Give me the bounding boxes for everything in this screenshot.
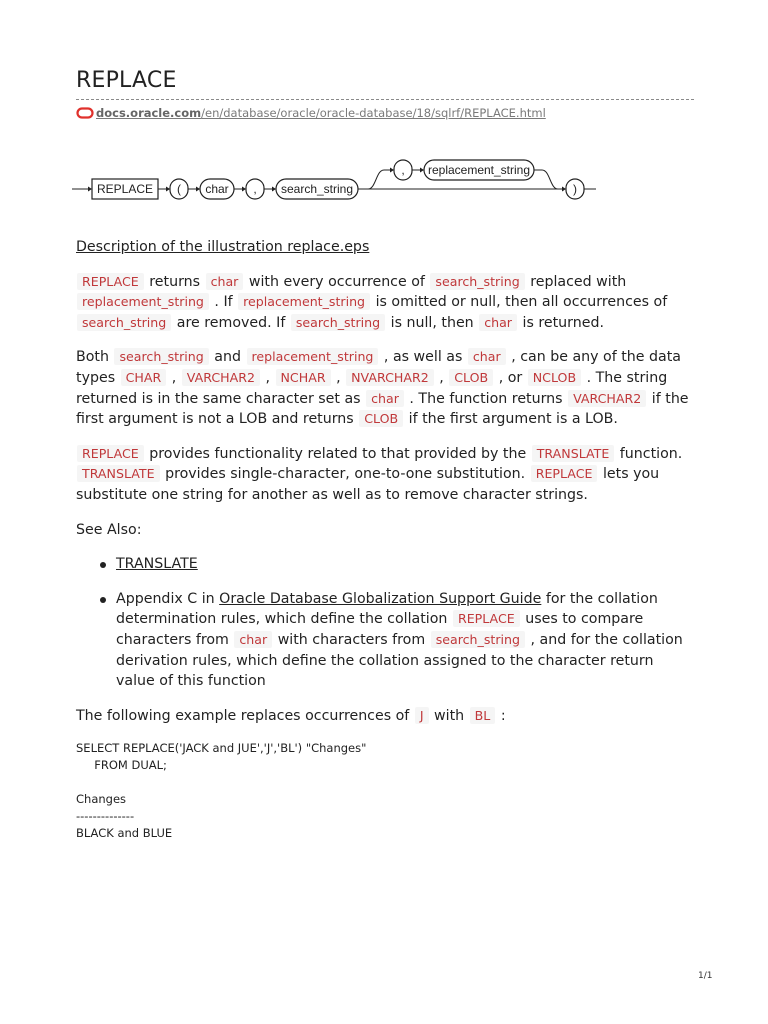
text: is returned. [518,314,604,331]
paragraph-data-types [76,347,694,429]
text: with [429,707,469,724]
translate-link[interactable]: TRANSLATE [116,556,198,573]
diagram-arg-search-string: search_string [280,182,354,196]
text: , [331,369,346,386]
text: provides functionality related to that provided by the [144,445,531,462]
text: . The function returns [404,390,568,407]
text: : [496,707,506,724]
diagram-arg-replacement-string: replacement_string [427,163,531,177]
text: . If [209,294,238,311]
inline-code: NCLOB [528,369,581,386]
inline-code: CLOB [359,410,403,427]
paragraph-returns [76,272,694,334]
inline-code: NCHAR [276,369,331,386]
text: if the first argument is a LOB. [404,411,618,428]
inline-code: VARCHAR2 [182,369,260,386]
inline-code: REPLACE [77,445,144,462]
inline-code: char [468,348,506,365]
text: for the collation determination rules, which define the collation [116,590,658,628]
text: with every occurrence of [244,273,430,290]
source-line [76,106,546,120]
inline-code: REPLACE [77,273,144,290]
inline-code: BL [470,707,496,724]
inline-code: TRANSLATE [77,465,160,482]
diagram-close-paren: ) [573,182,577,196]
inline-code: NVARCHAR2 [346,369,434,386]
list-item [116,554,694,575]
see-also-list [76,554,694,692]
text: uses to compare characters from [116,611,644,648]
inline-code: char [479,314,517,331]
text: is omitted or null, then all occurrences of [371,294,668,311]
bullet-icon [100,562,106,568]
text: , can be any of the data types [76,349,681,386]
text: is null, then [386,314,479,331]
inline-code: char [234,631,272,648]
text: , as well as [379,349,467,366]
inline-code: char [366,390,404,407]
example-code-block: SELECT REPLACE('JACK and JUE','J','BL') "Changes" FROM DUAL; Changes -------------- BLACK and BLUE [76,741,367,841]
inline-code: REPLACE [453,610,520,627]
inline-code: replacement_string [247,348,379,365]
inline-code: replacement_string [238,293,370,310]
globalization-guide-link[interactable]: Oracle Database Globalization Support Guide [219,590,542,607]
text: returns [144,273,205,290]
inline-code: search_string [291,314,385,331]
inline-code: TRANSLATE [532,445,615,462]
illustration-description-link[interactable]: Description of the illustration replace.eps [76,239,370,255]
bullet-icon [100,597,106,603]
paragraph-translate [76,444,694,506]
text: , [260,369,275,386]
source-host: docs.oracle.com [96,106,202,120]
oracle-logo-icon [76,107,94,119]
inline-code: J [415,707,429,724]
text: with characters from [273,631,430,648]
example-intro [76,706,694,727]
text: . The string returned is in the same character set as [76,369,668,407]
text: The following example replaces occurrences of [76,707,414,724]
page-title: REPLACE [76,68,177,93]
inline-code: REPLACE [531,465,598,482]
text: provides single-character, one-to-one substitution. [160,466,530,483]
title-divider [76,99,694,100]
diagram-comma-2: , [401,163,405,177]
inline-code: search_string [114,348,208,365]
syntax-diagram [72,150,612,214]
inline-code: char [206,273,244,290]
diagram-open-paren: ( [177,182,181,196]
text: Both [76,349,114,366]
inline-code: search_string [77,314,171,331]
inline-code: search_string [430,273,524,290]
inline-code: CLOB [449,369,493,386]
text: are removed. If [172,314,290,331]
diagram-comma-1: , [253,182,257,196]
page-number: 1/1 [698,971,713,981]
text: and [209,349,246,366]
text: , [434,369,449,386]
document-body [76,237,694,842]
illustration-caption [76,237,694,258]
diagram-arg-char: char [205,182,229,196]
text: if the first argument is not a LOB and returns [76,390,689,428]
inline-code: search_string [431,631,525,648]
diagram-keyword: REPLACE [96,182,154,196]
text: , and for the collation derivation rules, which define the collation assigned to the character return value of this function [116,631,683,690]
source-link[interactable] [96,106,546,120]
text: function. [615,445,683,462]
text: , or [494,369,527,386]
text: lets you substitute one string for another as well as to remove character strings. [76,466,660,503]
inline-code: replacement_string [77,293,209,310]
text: , [167,369,181,386]
text: replaced with [525,273,627,290]
inline-code: VARCHAR2 [568,390,646,407]
inline-code: CHAR [121,369,167,386]
source-path: /en/database/oracle/oracle-database/18/sqlrf/REPLACE.html [201,106,546,120]
see-also-heading: See Also: [76,521,142,538]
list-item [116,589,694,692]
text: Appendix C in [116,590,220,607]
